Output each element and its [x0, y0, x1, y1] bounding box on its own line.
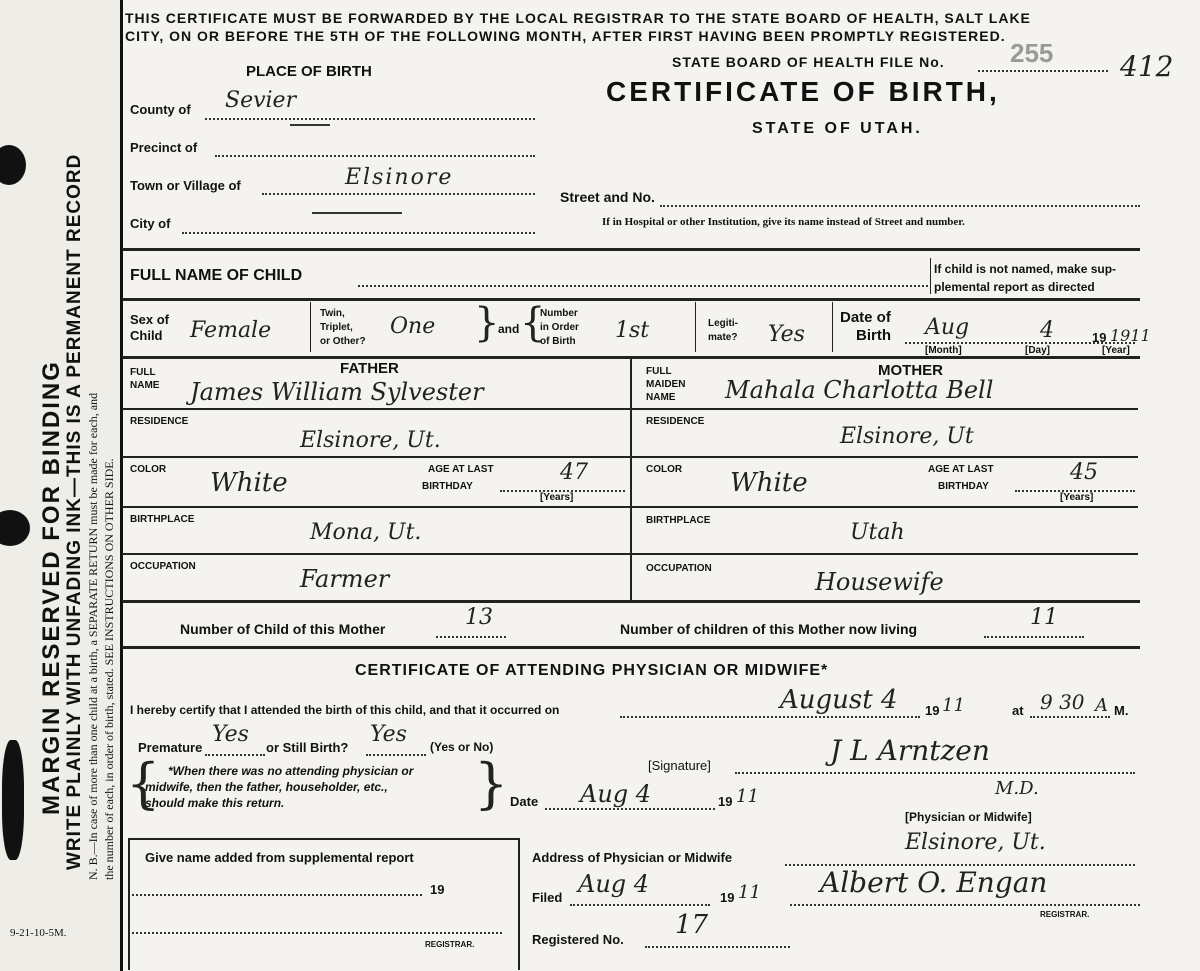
mother-full-label-2: MAIDEN: [646, 379, 686, 390]
physician-heading: CERTIFICATE OF ATTENDING PHYSICIAN OR MIDWIFE*: [355, 662, 829, 679]
m-label: M.: [1114, 703, 1129, 718]
ink-blot: [0, 145, 26, 185]
physician-signature: J L Arntzen: [830, 734, 990, 767]
header-instruction-2: CITY, ON OR BEFORE THE 5TH OF THE FOLLOWING MONTH, AFTER FIRST HAVING BEEN PROMPTLY REGISTERED.: [125, 28, 1006, 44]
sex-label-1: Sex of: [130, 312, 170, 327]
file-number-line: [978, 70, 1108, 72]
mother-birthplace-label: BIRTHPLACE: [646, 515, 711, 526]
mother-birthplace: Utah: [850, 520, 905, 545]
child-number-label: Number of Child of this Mother: [180, 621, 386, 637]
father-color: White: [210, 468, 288, 498]
street-label: Street and No.: [560, 189, 655, 205]
physician-address: Elsinore, Ut.: [905, 830, 1046, 855]
mother-full-label-3: NAME: [646, 392, 676, 403]
mother-age-label-1: AGE AT LAST: [928, 464, 994, 475]
order-label-3: of Birth: [540, 336, 576, 347]
living-children-label: Number of children of this Mother now living: [620, 621, 918, 637]
father-occupation-label: OCCUPATION: [130, 561, 196, 572]
month-caption: [Month]: [925, 345, 962, 356]
md-title: M.D.: [995, 778, 1039, 799]
order-label-2: in Order: [540, 322, 579, 333]
note-line-2: midwife, then the father, householder, etc.,: [145, 780, 388, 794]
town-value: Elsinore: [345, 165, 454, 190]
binding-margin: [0, 0, 123, 971]
ink-smear: [2, 740, 24, 860]
supplemental-label: Give name added from supplemental report: [145, 850, 414, 865]
mother-occupation-label: OCCUPATION: [646, 563, 712, 574]
date-year: 11: [736, 786, 759, 807]
mother-years-caption: [Years]: [1060, 492, 1094, 503]
unnamed-note-1: If child is not named, make sup-: [934, 262, 1117, 276]
registrar-caption: REGISTRAR.: [1040, 910, 1090, 919]
role-caption: [Physician or Midwife]: [905, 810, 1032, 824]
father-full-label-2: NAME: [130, 380, 160, 391]
county-label: County of: [130, 102, 191, 117]
father-full-label-1: FULL: [130, 367, 156, 378]
form-number: 9-21-10-5M.: [10, 927, 67, 939]
registered-number-label: Registered No.: [532, 932, 624, 947]
still-birth-value: Yes: [370, 722, 407, 747]
physician-date: Aug 4: [580, 780, 652, 808]
mother-color-label: COLOR: [646, 464, 683, 475]
father-residence: Elsinore, Ut.: [300, 428, 441, 453]
city-label: City of: [130, 216, 171, 231]
birth-time: 9 30: [1040, 690, 1085, 714]
legit-label-2: mate?: [708, 332, 738, 343]
supplemental-registrar-caption: REGISTRAR.: [425, 940, 475, 949]
ink-blot: [0, 510, 30, 546]
living-children-value: 11: [1030, 605, 1058, 630]
county-value: Sevier: [225, 88, 297, 113]
registrar-signature: Albert O. Engan: [820, 866, 1048, 899]
order-value: 1st: [615, 318, 650, 343]
certify-text: I hereby certify that I attended the birth of this child, and that it occurred on: [130, 703, 560, 717]
dob-month: Aug: [925, 315, 970, 340]
registered-number: 17: [675, 910, 709, 940]
note-line-1: *When there was no attending physician or: [168, 764, 414, 778]
date-label: Date: [510, 794, 539, 809]
order-label-1: Number: [540, 308, 578, 319]
supplemental-year-prefix: 19: [430, 882, 445, 897]
nb-note-line2: the number of each, in order of birth, stated. SEE INSTRUCTIONS ON OTHER SIDE.: [102, 458, 116, 880]
birth-occurred-date: August 4: [780, 685, 898, 715]
file-number-label: STATE BOARD OF HEALTH FILE No.: [672, 54, 945, 70]
file-number-handwritten: 412: [1120, 50, 1174, 83]
dob-day: 4: [1040, 318, 1054, 343]
still-birth-label: or Still Birth?: [266, 740, 349, 755]
day-caption: [Day]: [1025, 345, 1051, 356]
child-name-label: FULL NAME OF CHILD: [130, 267, 303, 284]
twin-label-3: or Other?: [320, 336, 366, 347]
legit-value: Yes: [768, 322, 805, 347]
signature-label: [Signature]: [648, 758, 711, 773]
birth-ampm: A: [1095, 695, 1108, 716]
mother-name: Mahala Charlotta Bell: [725, 376, 994, 404]
mother-heading: MOTHER: [878, 362, 943, 379]
father-age-label-1: AGE AT LAST: [428, 464, 494, 475]
twin-value: One: [390, 314, 436, 339]
sex-value: Female: [190, 318, 272, 343]
dob-label-1: Date of: [840, 309, 891, 326]
address-label: Address of Physician or Midwife: [532, 850, 733, 865]
child-number-value: 13: [465, 605, 493, 630]
mother-age-label-2: BIRTHDAY: [938, 481, 989, 492]
father-years-caption: [Years]: [540, 492, 574, 503]
mother-residence: Elsinore, Ut: [840, 424, 974, 449]
father-occupation: Farmer: [300, 565, 390, 593]
father-heading: FATHER: [340, 360, 399, 377]
mother-occupation: Housewife: [815, 568, 944, 596]
filed-year-prefix: 19: [720, 890, 735, 905]
father-age: 47: [560, 460, 588, 485]
dob-year: 1911: [1110, 326, 1151, 345]
place-of-birth-heading: PLACE OF BIRTH: [246, 63, 372, 80]
father-color-label: COLOR: [130, 464, 167, 475]
nb-note-line1: N. B.—In case of more than one child at a birth, a SEPARATE RETURN must be made for each, and: [86, 392, 100, 880]
header-instruction-1: THIS CERTIFICATE MUST BE FORWARDED BY THE LOCAL REGISTRAR TO THE STATE BOARD OF HEALTH, SALT LAKE: [125, 10, 1031, 26]
filed-date: Aug 4: [578, 870, 650, 898]
state-subtitle: STATE OF UTAH.: [752, 120, 923, 137]
date-year-prefix: 19: [718, 794, 733, 809]
legit-label-1: Legiti-: [708, 318, 738, 329]
unnamed-note-2: plemental report as directed: [934, 280, 1095, 294]
file-number-stamp: 255: [1010, 38, 1054, 68]
dob-year-prefix: 19: [1092, 330, 1107, 345]
precinct-label: Precinct of: [130, 140, 198, 155]
mother-color: White: [730, 468, 808, 498]
yes-no-label: (Yes or No): [430, 740, 494, 754]
father-residence-label: RESIDENCE: [130, 416, 189, 427]
document-title: CERTIFICATE OF BIRTH,: [606, 76, 1000, 107]
mother-residence-label: RESIDENCE: [646, 416, 705, 427]
father-birthplace-label: BIRTHPLACE: [130, 514, 195, 525]
margin-note: MARGIN RESERVED FOR BINDING: [38, 360, 65, 815]
note-line-3: should make this return.: [145, 796, 285, 810]
occurred-year-prefix: 19: [925, 703, 940, 718]
mother-full-label-1: FULL: [646, 366, 672, 377]
sex-label-2: Child: [130, 328, 163, 343]
and-label: and: [498, 322, 520, 336]
premature-label: Premature: [138, 740, 203, 755]
father-age-label-2: BIRTHDAY: [422, 481, 473, 492]
year-caption: [Year]: [1102, 345, 1130, 356]
occurred-year: 11: [942, 695, 965, 716]
twin-label-2: Triplet,: [320, 322, 353, 333]
premature-value: Yes: [212, 722, 249, 747]
father-name: James William Sylvester: [190, 378, 484, 406]
at-label: at: [1012, 703, 1024, 718]
mother-age: 45: [1070, 460, 1098, 485]
ink-instruction: WRITE PLAINLY WITH UNFADING INK—THIS IS A PERMANENT RECORD: [64, 153, 85, 870]
hospital-note: If in Hospital or other Institution, give its name instead of Street and number.: [602, 216, 965, 228]
father-birthplace: Mona, Ut.: [310, 520, 422, 545]
dob-label-2: Birth: [856, 327, 891, 344]
twin-label-1: Twin,: [320, 308, 345, 319]
filed-label: Filed: [532, 890, 563, 905]
birth-certificate: MARGIN RESERVED FOR BINDING WRITE PLAINLY WITH UNFADING INK—THIS IS A PERMANENT RECORD N. B.—In case of more than one child at a birth, a SEPARATE RETURN must be made for each, and the number of each, in order of birth, stated. SEE INSTRUCTIONS ON OTHER SIDE. 9-21-10-5M. THIS CERTIFICATE MUST BE FORWARDED BY THE LOCAL REGISTRAR TO THE STATE BOARD OF HEALTH, SALT LAKE CITY, ON OR BEFORE THE 5TH OF THE FOLLOWING MONTH, AFTER FIRST HAVING BEEN PROMPTLY REGISTERED. STATE BOARD OF HEALTH FILE No. 255 412 CERTIFICATE OF BIRTH, STATE OF UTAH. PLACE OF BIRTH County of Sevier Precinct of Town or Village of Elsinore City of Street and No. If in Hospital or other Institution, give its name instead of Street and number. FULL NAME OF CHILD If child is not named, make sup- plemental report as directed Sex of Child Female Twin, Triplet, or Other? One } and { Number in Order of Birth 1st Legiti- mate? Yes Date of Birth Aug 4 19 1911 [Month] [Day] [Year] FATHER FULL NAME James William Sylvester RESIDENCE Elsinore, Ut. COLOR White AGE AT LAST BIRTHDAY 47 [Years] BIRTHPLACE Mona, Ut. OCCUPATION Farmer MOTHER FULL MAIDEN NAME Mahala Charlotta Bell RESIDENCE Elsinore, Ut COLOR White AGE AT LAST BIRTHDAY 45 [Years] BIRTHPLACE Utah OCCUPATION Housewife Number of Child of this Mother 13 Number of children of this Mother now living 11 CERTIFICATE OF ATTENDING PHYSICIAN OR MIDWIFE* I hereby certify that I attended the birth of this child, and that it occurred on August 4 19 11 at 9 30 A M. Premature Yes or Still Birth? Yes (Yes or No) { *When there was no attending physician or midwife, then the father, householder, etc., should make this return. } [Signature] J L Arntzen M.D. [Physician or Midwife] Date Aug 4 19 11 Give name added from supplemental report 19 REGISTRAR. Address of Physician or Midwife Elsinore, Ut. Filed Aug 4 19 11 Albert O. Engan REGISTRAR. Registered No. 17: [0, 0, 1200, 971]
filed-year: 11: [738, 882, 761, 903]
town-label: Town or Village of: [130, 178, 241, 193]
